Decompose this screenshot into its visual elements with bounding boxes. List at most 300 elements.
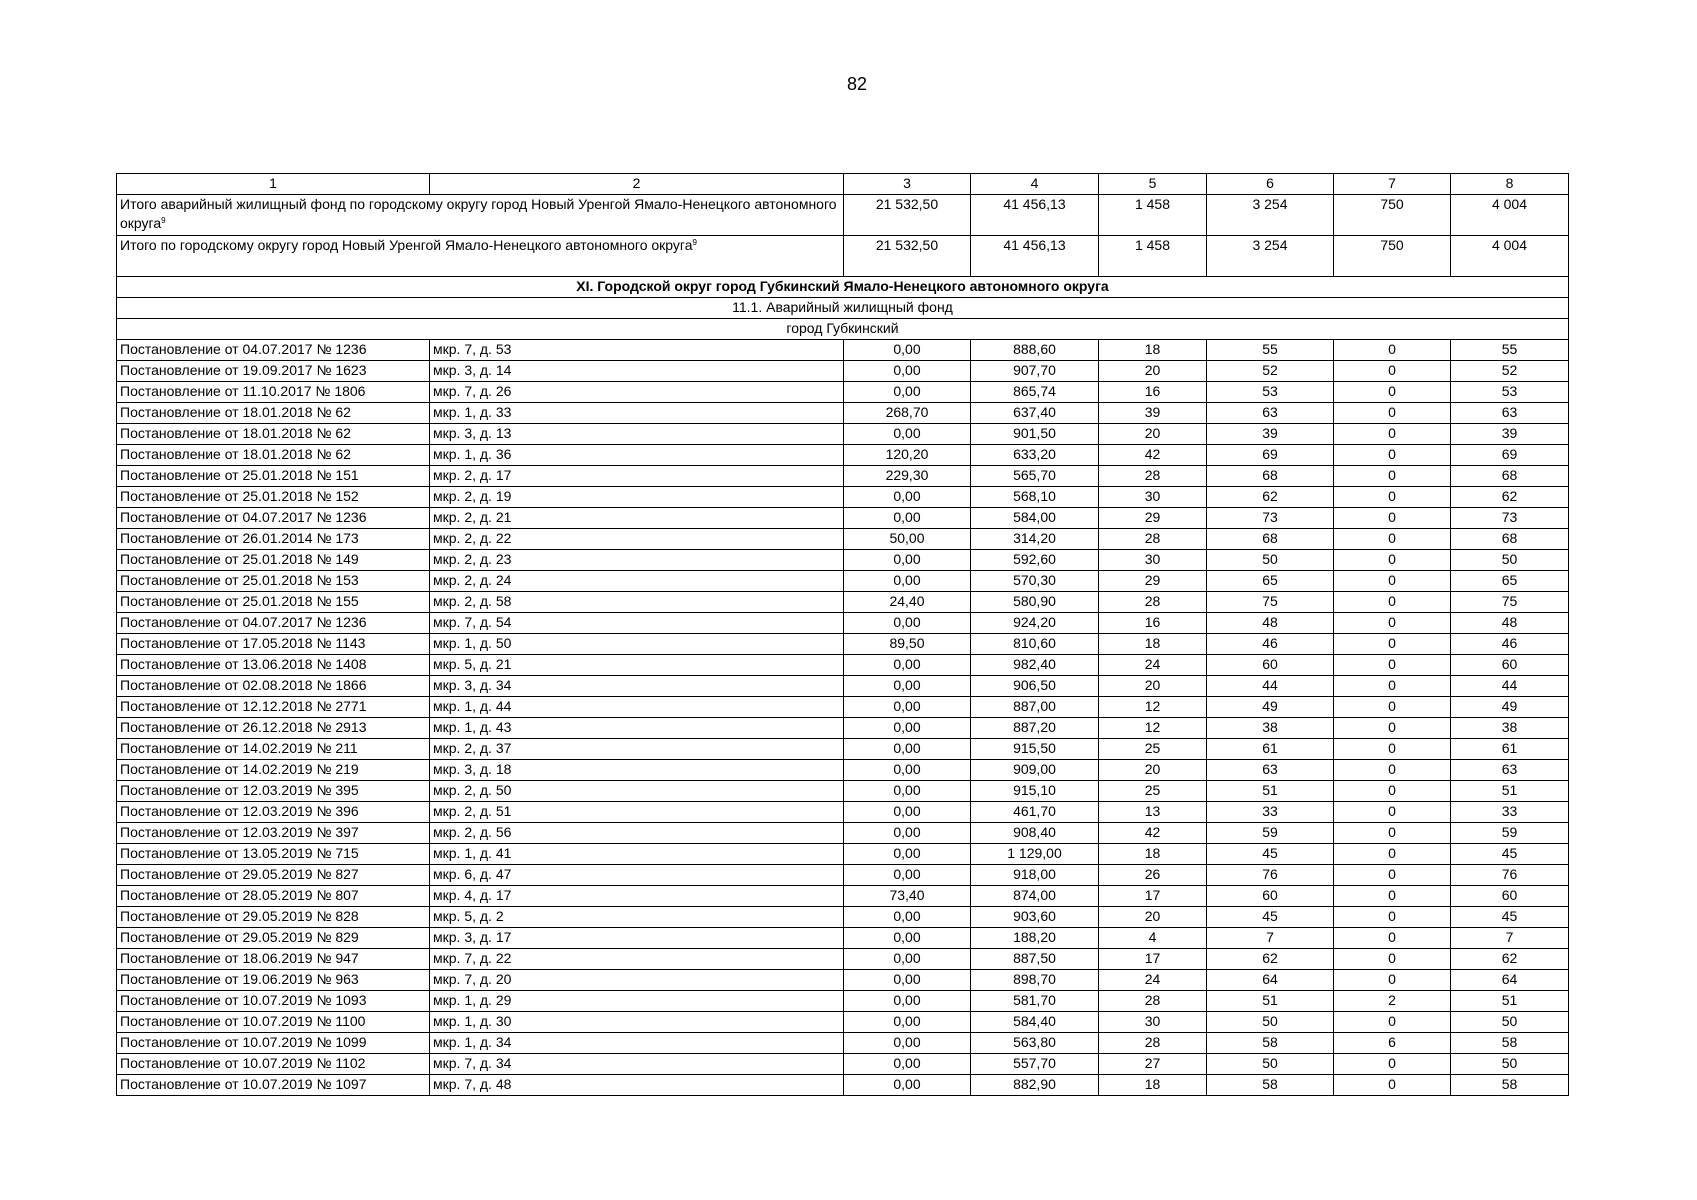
value-col8: 63 <box>1451 403 1569 424</box>
value-col5: 17 <box>1099 949 1207 970</box>
address: мкр. 3, д. 13 <box>430 424 844 445</box>
value-col6: 75 <box>1207 592 1334 613</box>
column-number: 8 <box>1451 174 1569 195</box>
value-col7: 0 <box>1334 424 1451 445</box>
value-col4: 882,90 <box>971 1075 1099 1096</box>
decree: Постановление от 04.07.2017 № 1236 <box>117 340 430 361</box>
value-col6: 50 <box>1207 1012 1334 1033</box>
total-value: 750 <box>1334 195 1451 236</box>
value-col5: 28 <box>1099 592 1207 613</box>
total-value: 1 458 <box>1099 236 1207 277</box>
value-col5: 20 <box>1099 361 1207 382</box>
value-col3: 0,00 <box>844 340 971 361</box>
column-number: 6 <box>1207 174 1334 195</box>
value-col7: 0 <box>1334 802 1451 823</box>
value-col7: 0 <box>1334 634 1451 655</box>
value-col6: 39 <box>1207 424 1334 445</box>
value-col6: 76 <box>1207 865 1334 886</box>
value-col5: 42 <box>1099 823 1207 844</box>
value-col7: 0 <box>1334 676 1451 697</box>
table-row <box>117 382 1569 403</box>
value-col6: 55 <box>1207 340 1334 361</box>
table-row <box>117 634 1569 655</box>
value-col3: 0,00 <box>844 844 971 865</box>
value-col5: 28 <box>1099 1033 1207 1054</box>
value-col8: 39 <box>1451 424 1569 445</box>
decree: Постановление от 04.07.2017 № 1236 <box>117 613 430 634</box>
value-col3: 0,00 <box>844 739 971 760</box>
value-col8: 51 <box>1451 781 1569 802</box>
table-row <box>117 361 1569 382</box>
address: мкр. 2, д. 24 <box>430 571 844 592</box>
value-col5: 20 <box>1099 676 1207 697</box>
value-col6: 58 <box>1207 1075 1334 1096</box>
address: мкр. 2, д. 56 <box>430 823 844 844</box>
column-number: 7 <box>1334 174 1451 195</box>
total-value: 3 254 <box>1207 195 1334 236</box>
value-col3: 0,00 <box>844 550 971 571</box>
value-col5: 17 <box>1099 886 1207 907</box>
table-row <box>117 697 1569 718</box>
value-col4: 584,40 <box>971 1012 1099 1033</box>
table-row <box>117 802 1569 823</box>
value-col8: 45 <box>1451 907 1569 928</box>
decree: Постановление от 12.03.2019 № 397 <box>117 823 430 844</box>
value-col7: 0 <box>1334 907 1451 928</box>
value-col8: 65 <box>1451 571 1569 592</box>
value-col6: 62 <box>1207 487 1334 508</box>
value-col7: 0 <box>1334 844 1451 865</box>
value-col5: 12 <box>1099 697 1207 718</box>
table-row <box>117 907 1569 928</box>
decree: Постановление от 26.01.2014 № 173 <box>117 529 430 550</box>
value-col6: 51 <box>1207 781 1334 802</box>
value-col7: 0 <box>1334 1075 1451 1096</box>
value-col4: 918,00 <box>971 865 1099 886</box>
value-col8: 46 <box>1451 634 1569 655</box>
value-col4: 461,70 <box>971 802 1099 823</box>
decree: Постановление от 18.01.2018 № 62 <box>117 424 430 445</box>
value-col5: 18 <box>1099 844 1207 865</box>
value-col4: 633,20 <box>971 445 1099 466</box>
value-col5: 39 <box>1099 403 1207 424</box>
value-col3: 0,00 <box>844 676 971 697</box>
value-col4: 637,40 <box>971 403 1099 424</box>
value-col3: 0,00 <box>844 949 971 970</box>
value-col8: 59 <box>1451 823 1569 844</box>
value-col5: 13 <box>1099 802 1207 823</box>
value-col7: 2 <box>1334 991 1451 1012</box>
value-col4: 887,20 <box>971 718 1099 739</box>
decree: Постановление от 02.08.2018 № 1866 <box>117 676 430 697</box>
value-col6: 63 <box>1207 760 1334 781</box>
value-col4: 557,70 <box>971 1054 1099 1075</box>
value-col6: 60 <box>1207 886 1334 907</box>
housing-table <box>116 173 1569 1096</box>
value-col8: 45 <box>1451 844 1569 865</box>
value-col3: 0,00 <box>844 823 971 844</box>
value-col4: 915,50 <box>971 739 1099 760</box>
table-row <box>117 529 1569 550</box>
value-col8: 48 <box>1451 613 1569 634</box>
value-col6: 45 <box>1207 907 1334 928</box>
decree: Постановление от 13.06.2018 № 1408 <box>117 655 430 676</box>
value-col8: 60 <box>1451 886 1569 907</box>
decree: Постановление от 28.05.2019 № 807 <box>117 886 430 907</box>
value-col8: 51 <box>1451 991 1569 1012</box>
value-col4: 903,60 <box>971 907 1099 928</box>
value-col8: 68 <box>1451 466 1569 487</box>
value-col4: 581,70 <box>971 991 1099 1012</box>
table-row <box>117 760 1569 781</box>
table-row <box>117 487 1569 508</box>
value-col5: 28 <box>1099 529 1207 550</box>
value-col5: 16 <box>1099 613 1207 634</box>
decree: Постановление от 18.01.2018 № 62 <box>117 445 430 466</box>
decree: Постановление от 18.06.2019 № 947 <box>117 949 430 970</box>
value-col4: 568,10 <box>971 487 1099 508</box>
value-col6: 69 <box>1207 445 1334 466</box>
value-col8: 33 <box>1451 802 1569 823</box>
value-col3: 0,00 <box>844 382 971 403</box>
value-col3: 0,00 <box>844 1075 971 1096</box>
value-col5: 20 <box>1099 760 1207 781</box>
address: мкр. 6, д. 47 <box>430 865 844 886</box>
value-col3: 0,00 <box>844 487 971 508</box>
value-col7: 0 <box>1334 865 1451 886</box>
value-col7: 0 <box>1334 382 1451 403</box>
value-col5: 29 <box>1099 571 1207 592</box>
city-title: город Губкинский <box>117 319 1569 340</box>
address: мкр. 7, д. 22 <box>430 949 844 970</box>
address: мкр. 1, д. 29 <box>430 991 844 1012</box>
total-value: 41 456,13 <box>971 236 1099 277</box>
value-col8: 50 <box>1451 1054 1569 1075</box>
total-label: Итого аварийный жилищный фонд по городскому округу город Новый Уренгой Ямало-Ненецкого автономного округа <box>120 196 837 231</box>
total-label-cell <box>117 236 844 277</box>
address: мкр. 1, д. 44 <box>430 697 844 718</box>
table-row <box>117 571 1569 592</box>
value-col8: 50 <box>1451 1012 1569 1033</box>
value-col4: 874,00 <box>971 886 1099 907</box>
value-col4: 898,70 <box>971 970 1099 991</box>
value-col5: 18 <box>1099 340 1207 361</box>
value-col8: 73 <box>1451 508 1569 529</box>
total-row-emergency-fund <box>117 195 1569 236</box>
decree: Постановление от 25.01.2018 № 152 <box>117 487 430 508</box>
value-col4: 188,20 <box>971 928 1099 949</box>
value-col8: 55 <box>1451 340 1569 361</box>
value-col8: 63 <box>1451 760 1569 781</box>
address: мкр. 1, д. 33 <box>430 403 844 424</box>
decree: Постановление от 19.09.2017 № 1623 <box>117 361 430 382</box>
address: мкр. 2, д. 19 <box>430 487 844 508</box>
value-col7: 0 <box>1334 928 1451 949</box>
column-number: 4 <box>971 174 1099 195</box>
total-value: 4 004 <box>1451 236 1569 277</box>
address: мкр. 7, д. 48 <box>430 1075 844 1096</box>
value-col6: 65 <box>1207 571 1334 592</box>
value-col4: 887,50 <box>971 949 1099 970</box>
column-number: 2 <box>430 174 844 195</box>
value-col7: 0 <box>1334 592 1451 613</box>
value-col3: 0,00 <box>844 571 971 592</box>
value-col5: 24 <box>1099 970 1207 991</box>
value-col5: 29 <box>1099 508 1207 529</box>
value-col3: 73,40 <box>844 886 971 907</box>
total-value: 41 456,13 <box>971 195 1099 236</box>
value-col7: 0 <box>1334 970 1451 991</box>
value-col8: 7 <box>1451 928 1569 949</box>
decree: Постановление от 17.05.2018 № 1143 <box>117 634 430 655</box>
value-col8: 75 <box>1451 592 1569 613</box>
value-col3: 0,00 <box>844 781 971 802</box>
value-col3: 0,00 <box>844 718 971 739</box>
address: мкр. 1, д. 43 <box>430 718 844 739</box>
value-col4: 907,70 <box>971 361 1099 382</box>
value-col7: 0 <box>1334 550 1451 571</box>
table-row <box>117 949 1569 970</box>
table-row <box>117 1054 1569 1075</box>
value-col3: 0,00 <box>844 697 971 718</box>
address: мкр. 7, д. 20 <box>430 970 844 991</box>
decree: Постановление от 04.07.2017 № 1236 <box>117 508 430 529</box>
value-col7: 0 <box>1334 949 1451 970</box>
decree: Постановление от 19.06.2019 № 963 <box>117 970 430 991</box>
value-col6: 63 <box>1207 403 1334 424</box>
decree: Постановление от 12.03.2019 № 396 <box>117 802 430 823</box>
decree: Постановление от 11.10.2017 № 1806 <box>117 382 430 403</box>
value-col3: 0,00 <box>844 865 971 886</box>
value-col8: 62 <box>1451 949 1569 970</box>
value-col4: 982,40 <box>971 655 1099 676</box>
value-col6: 62 <box>1207 949 1334 970</box>
value-col5: 18 <box>1099 634 1207 655</box>
table-row <box>117 823 1569 844</box>
total-value: 21 532,50 <box>844 195 971 236</box>
table-row <box>117 466 1569 487</box>
table-row <box>117 970 1569 991</box>
value-col6: 7 <box>1207 928 1334 949</box>
value-col3: 0,00 <box>844 760 971 781</box>
value-col6: 73 <box>1207 508 1334 529</box>
value-col5: 28 <box>1099 466 1207 487</box>
decree: Постановление от 10.07.2019 № 1102 <box>117 1054 430 1075</box>
value-col7: 0 <box>1334 781 1451 802</box>
value-col3: 120,20 <box>844 445 971 466</box>
decree: Постановление от 29.05.2019 № 828 <box>117 907 430 928</box>
subsection-title: 11.1. Аварийный жилищный фонд <box>117 298 1569 319</box>
value-col4: 584,00 <box>971 508 1099 529</box>
decree: Постановление от 25.01.2018 № 151 <box>117 466 430 487</box>
table-row <box>117 865 1569 886</box>
value-col6: 53 <box>1207 382 1334 403</box>
value-col7: 0 <box>1334 1012 1451 1033</box>
value-col4: 906,50 <box>971 676 1099 697</box>
decree: Постановление от 10.07.2019 № 1100 <box>117 1012 430 1033</box>
decree: Постановление от 14.02.2019 № 219 <box>117 760 430 781</box>
value-col7: 0 <box>1334 739 1451 760</box>
table-row <box>117 844 1569 865</box>
value-col7: 0 <box>1334 655 1451 676</box>
value-col5: 4 <box>1099 928 1207 949</box>
subsection-row <box>117 298 1569 319</box>
value-col6: 50 <box>1207 550 1334 571</box>
value-col5: 24 <box>1099 655 1207 676</box>
address: мкр. 5, д. 2 <box>430 907 844 928</box>
table-row <box>117 1012 1569 1033</box>
decree: Постановление от 29.05.2019 № 827 <box>117 865 430 886</box>
value-col4: 924,20 <box>971 613 1099 634</box>
value-col8: 61 <box>1451 739 1569 760</box>
value-col8: 49 <box>1451 697 1569 718</box>
value-col4: 1 129,00 <box>971 844 1099 865</box>
value-col5: 28 <box>1099 991 1207 1012</box>
value-col7: 0 <box>1334 340 1451 361</box>
value-col3: 0,00 <box>844 508 971 529</box>
value-col3: 0,00 <box>844 424 971 445</box>
table-row <box>117 445 1569 466</box>
value-col4: 909,00 <box>971 760 1099 781</box>
table-row <box>117 739 1569 760</box>
value-col4: 901,50 <box>971 424 1099 445</box>
value-col5: 30 <box>1099 550 1207 571</box>
address: мкр. 2, д. 22 <box>430 529 844 550</box>
value-col8: 52 <box>1451 361 1569 382</box>
value-col8: 58 <box>1451 1075 1569 1096</box>
address: мкр. 3, д. 14 <box>430 361 844 382</box>
section-title: XI. Городской округ город Губкинский Ямало-Ненецкого автономного округа <box>117 277 1569 298</box>
table-row <box>117 613 1569 634</box>
value-col3: 0,00 <box>844 361 971 382</box>
value-col3: 0,00 <box>844 613 971 634</box>
value-col7: 0 <box>1334 1054 1451 1075</box>
total-value: 750 <box>1334 236 1451 277</box>
value-col8: 58 <box>1451 1033 1569 1054</box>
value-col3: 50,00 <box>844 529 971 550</box>
value-col7: 0 <box>1334 718 1451 739</box>
value-col4: 592,60 <box>971 550 1099 571</box>
value-col8: 38 <box>1451 718 1569 739</box>
address: мкр. 7, д. 54 <box>430 613 844 634</box>
table-row <box>117 1075 1569 1096</box>
value-col5: 42 <box>1099 445 1207 466</box>
value-col6: 48 <box>1207 613 1334 634</box>
value-col6: 59 <box>1207 823 1334 844</box>
value-col4: 887,00 <box>971 697 1099 718</box>
value-col6: 58 <box>1207 1033 1334 1054</box>
value-col3: 89,50 <box>844 634 971 655</box>
value-col5: 16 <box>1099 382 1207 403</box>
value-col6: 38 <box>1207 718 1334 739</box>
value-col8: 69 <box>1451 445 1569 466</box>
address: мкр. 2, д. 51 <box>430 802 844 823</box>
value-col5: 26 <box>1099 865 1207 886</box>
value-col7: 6 <box>1334 1033 1451 1054</box>
value-col3: 229,30 <box>844 466 971 487</box>
address: мкр. 4, д. 17 <box>430 886 844 907</box>
value-col5: 27 <box>1099 1054 1207 1075</box>
table-row <box>117 655 1569 676</box>
value-col3: 0,00 <box>844 1054 971 1075</box>
table-row <box>117 676 1569 697</box>
total-value: 4 004 <box>1451 195 1569 236</box>
value-col6: 50 <box>1207 1054 1334 1075</box>
address: мкр. 7, д. 26 <box>430 382 844 403</box>
column-number: 3 <box>844 174 971 195</box>
table-row <box>117 928 1569 949</box>
value-col3: 0,00 <box>844 928 971 949</box>
decree: Постановление от 10.07.2019 № 1097 <box>117 1075 430 1096</box>
value-col8: 60 <box>1451 655 1569 676</box>
address: мкр. 3, д. 34 <box>430 676 844 697</box>
decree: Постановление от 13.05.2019 № 715 <box>117 844 430 865</box>
value-col6: 68 <box>1207 466 1334 487</box>
value-col7: 0 <box>1334 697 1451 718</box>
decree: Постановление от 14.02.2019 № 211 <box>117 739 430 760</box>
address: мкр. 5, д. 21 <box>430 655 844 676</box>
value-col5: 20 <box>1099 424 1207 445</box>
total-value: 1 458 <box>1099 195 1207 236</box>
value-col6: 49 <box>1207 697 1334 718</box>
table-row <box>117 403 1569 424</box>
table-row <box>117 550 1569 571</box>
address: мкр. 1, д. 41 <box>430 844 844 865</box>
value-col6: 68 <box>1207 529 1334 550</box>
table-row <box>117 592 1569 613</box>
value-col6: 46 <box>1207 634 1334 655</box>
address: мкр. 1, д. 50 <box>430 634 844 655</box>
value-col4: 565,70 <box>971 466 1099 487</box>
value-col3: 24,40 <box>844 592 971 613</box>
value-col4: 865,74 <box>971 382 1099 403</box>
total-row-district <box>117 236 1569 277</box>
value-col3: 0,00 <box>844 907 971 928</box>
value-col3: 0,00 <box>844 991 971 1012</box>
address: мкр. 3, д. 18 <box>430 760 844 781</box>
address: мкр. 2, д. 23 <box>430 550 844 571</box>
value-col8: 53 <box>1451 382 1569 403</box>
value-col4: 915,10 <box>971 781 1099 802</box>
address: мкр. 1, д. 34 <box>430 1033 844 1054</box>
value-col5: 18 <box>1099 1075 1207 1096</box>
total-value: 3 254 <box>1207 236 1334 277</box>
value-col8: 50 <box>1451 550 1569 571</box>
address: мкр. 2, д. 37 <box>430 739 844 760</box>
table-row <box>117 718 1569 739</box>
value-col7: 0 <box>1334 403 1451 424</box>
footnote-marker: 9 <box>692 238 697 247</box>
value-col5: 25 <box>1099 781 1207 802</box>
value-col3: 0,00 <box>844 1012 971 1033</box>
column-number: 1 <box>117 174 430 195</box>
value-col5: 30 <box>1099 487 1207 508</box>
total-label-cell <box>117 195 844 236</box>
section-row <box>117 277 1569 298</box>
decree: Постановление от 26.12.2018 № 2913 <box>117 718 430 739</box>
value-col7: 0 <box>1334 529 1451 550</box>
value-col6: 52 <box>1207 361 1334 382</box>
value-col5: 25 <box>1099 739 1207 760</box>
value-col8: 68 <box>1451 529 1569 550</box>
page-number: 82 <box>846 74 868 94</box>
value-col7: 0 <box>1334 445 1451 466</box>
value-col7: 0 <box>1334 760 1451 781</box>
table-row <box>117 886 1569 907</box>
value-col8: 62 <box>1451 487 1569 508</box>
table-row <box>117 1033 1569 1054</box>
value-col3: 0,00 <box>844 802 971 823</box>
